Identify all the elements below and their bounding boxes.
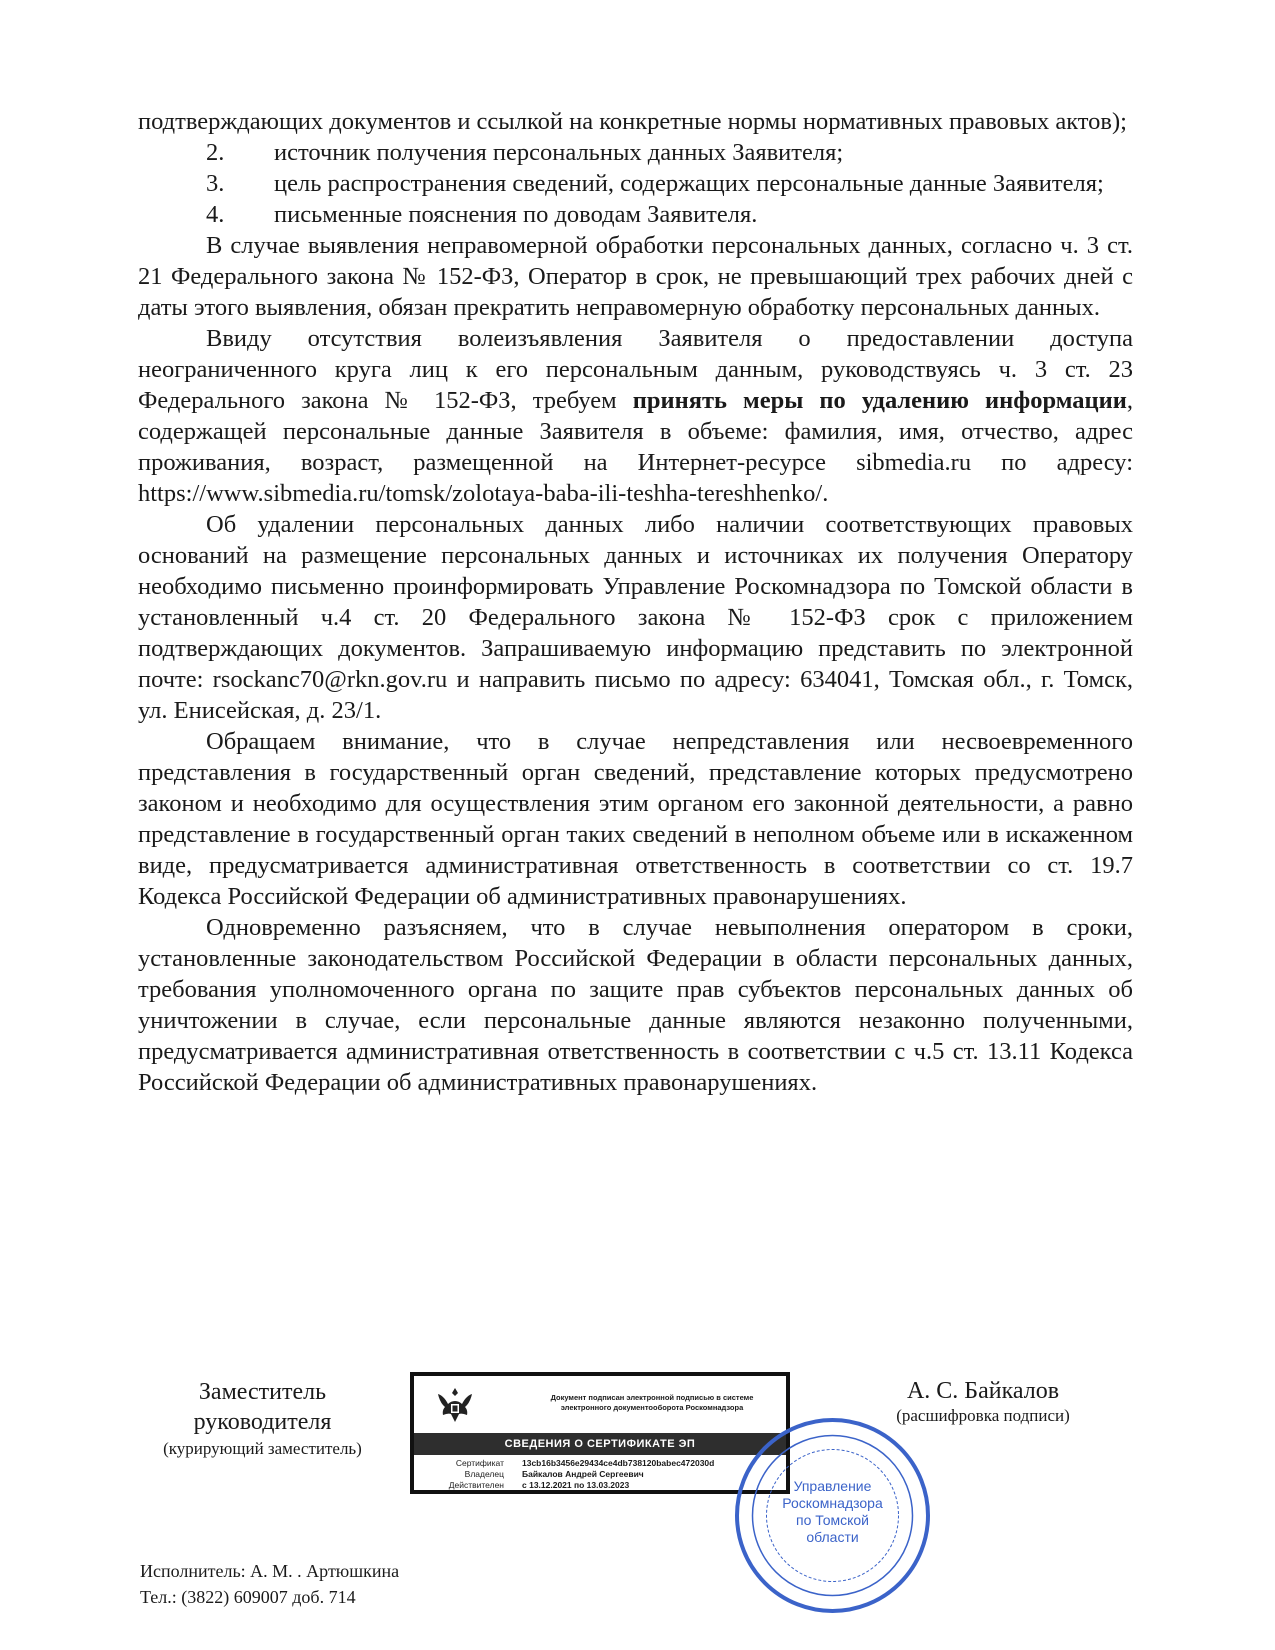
- position-line: Заместитель: [198, 1379, 327, 1405]
- executor-info: [140, 1558, 399, 1610]
- stamp-row-key: Владелец: [464, 1469, 504, 1479]
- list-item: [138, 168, 1133, 199]
- demand-bold-text: принять меры по удалению информации: [632, 387, 1127, 414]
- stamp-row-owner: [414, 1469, 786, 1480]
- list-item: [138, 137, 1133, 168]
- paragraph-notification: Об удалении персональных данных либо наличии соответствующих правовых оснований на размещение персональных данных и источниках их получения Оператору необходимо письменно проинформировать Управление Роскомнадзора по Томской области в установленный ч.4 ст. 20 Федерального закона № 152-ФЗ срок с приложением подтверждающих документов. Запрашиваемую информацию представить по электронной почте: rsockanc70@rkn.gov.ru и направить письмо по адресу: 634041, Томская обл., г. Томск, ул. Енисейская, д. 23/1.: [138, 511, 1133, 724]
- list-item-number: 3.: [206, 170, 225, 197]
- stamp-row-key: Сертификат: [455, 1458, 504, 1468]
- paragraph-demand: [138, 323, 1133, 509]
- demand-text-after: , содержащей персональные данные Заявителя в объеме: фамилия, имя, отчество, адрес проживания, возраст, размещенной на Интернет-ресурсе sibmedia.ru по адресу: https://www.sibmedia.ru/tomsk/zolotaya-baba-ili-teshha-tereshhenko/.: [138, 387, 1133, 507]
- list-item-number: 2.: [206, 139, 225, 166]
- stamp-certificate-header: СВЕДЕНИЯ О СЕРТИФИКАТЕ ЭП: [414, 1433, 786, 1455]
- position-line: руководителя: [193, 1409, 332, 1435]
- executor-phone: Тел.: (3822) 609007 доб. 714: [140, 1587, 356, 1607]
- seal-line: Роскомнадзора: [782, 1495, 883, 1511]
- seal-line: Управление: [793, 1478, 872, 1494]
- paragraph-liability-19-7: Обращаем внимание, что в случае непредставления или несвоевременного представления в государственный орган сведений, представление которых предусмотрено законом и необходимо для осуществления этим органом его законной деятельности, а равно представление в государственный орган таких сведений в неполном объеме или в искаженном виде, предусматривается административная ответственность в соответствии со ст. 19.7 Кодекса Российской Федерации об административных правонарушениях.: [138, 728, 1133, 910]
- stamp-row-certificate: [414, 1458, 786, 1469]
- list-item: [138, 199, 1133, 230]
- seal-line: по Томской: [795, 1512, 869, 1528]
- double-headed-eagle-icon: [432, 1384, 478, 1428]
- signatory-name: А. С. Байкалов: [906, 1378, 1060, 1404]
- seal-text: [761, 1478, 904, 1546]
- position-note: (курирующий заместитель): [163, 1439, 362, 1458]
- signatory-name-block: [878, 1377, 1088, 1427]
- e-signature-stamp: [410, 1372, 790, 1494]
- stamp-row-value: Байкалов Андрей Сергеевич: [522, 1469, 644, 1479]
- list-item-number: 4.: [206, 201, 225, 228]
- signatory-name-note: (расшифровка подписи): [896, 1406, 1070, 1425]
- paragraph-unlawful-processing: В случае выявления неправомерной обработки персональных данных, согласно ч. 3 ст. 21 Федерального закона № 152-ФЗ, Оператор в срок, не превышающий трех рабочих дней с даты этого выявления, обязан прекратить неправомерную обработку персональных данных.: [138, 232, 1133, 321]
- stamp-row-key: Действителен: [448, 1480, 504, 1490]
- stamp-row-validity: [414, 1480, 786, 1491]
- executor-name: Исполнитель: А. М. . Артюшкина: [140, 1561, 400, 1581]
- list-item-text: цель распространения сведений, содержащих персональные данные Заявителя;: [274, 170, 1104, 197]
- seal-line: области: [806, 1529, 859, 1545]
- official-seal: [735, 1418, 930, 1613]
- stamp-row-value: 13cb16b3456e29434ce4db738120babec472030d: [522, 1458, 715, 1468]
- stamp-signed-note: Документ подписан электронной подписью в системе электронного документооборота Роскомнадзора: [550, 1393, 754, 1412]
- list-item-text: источник получения персональных данных Заявителя;: [274, 139, 844, 166]
- paragraph-liability-13-11: Одновременно разъясняем, что в случае невыполнения оператором в сроки, установленные законодательством Российской Федерации в области персональных данных, требования уполномоченного органа по защите прав субъектов персональных данных об уничтожении в случае, если персональные данные являются незаконно полученными, предусматривается административная ответственность в соответствии с ч.5 ст. 13.11 Кодекса Российской Федерации об административных правонарушениях.: [138, 914, 1133, 1096]
- demand-text-before: Ввиду отсутствия волеизъявления Заявителя о предоставлении доступа неограниченного круга лиц к его персональным данным, руководствуясь ч. 3 ст. 23 Федерального закона № 152-ФЗ, требуем: [138, 325, 1133, 414]
- paragraph-continued: подтверждающих документов и ссылкой на конкретные нормы нормативных правовых актов);: [138, 108, 1127, 135]
- signatory-position: [140, 1377, 385, 1461]
- letter-body: [138, 106, 1133, 1098]
- stamp-row-value: с 13.12.2021 по 13.03.2023: [522, 1480, 630, 1490]
- list-item-text: письменные пояснения по доводам Заявителя.: [274, 201, 758, 228]
